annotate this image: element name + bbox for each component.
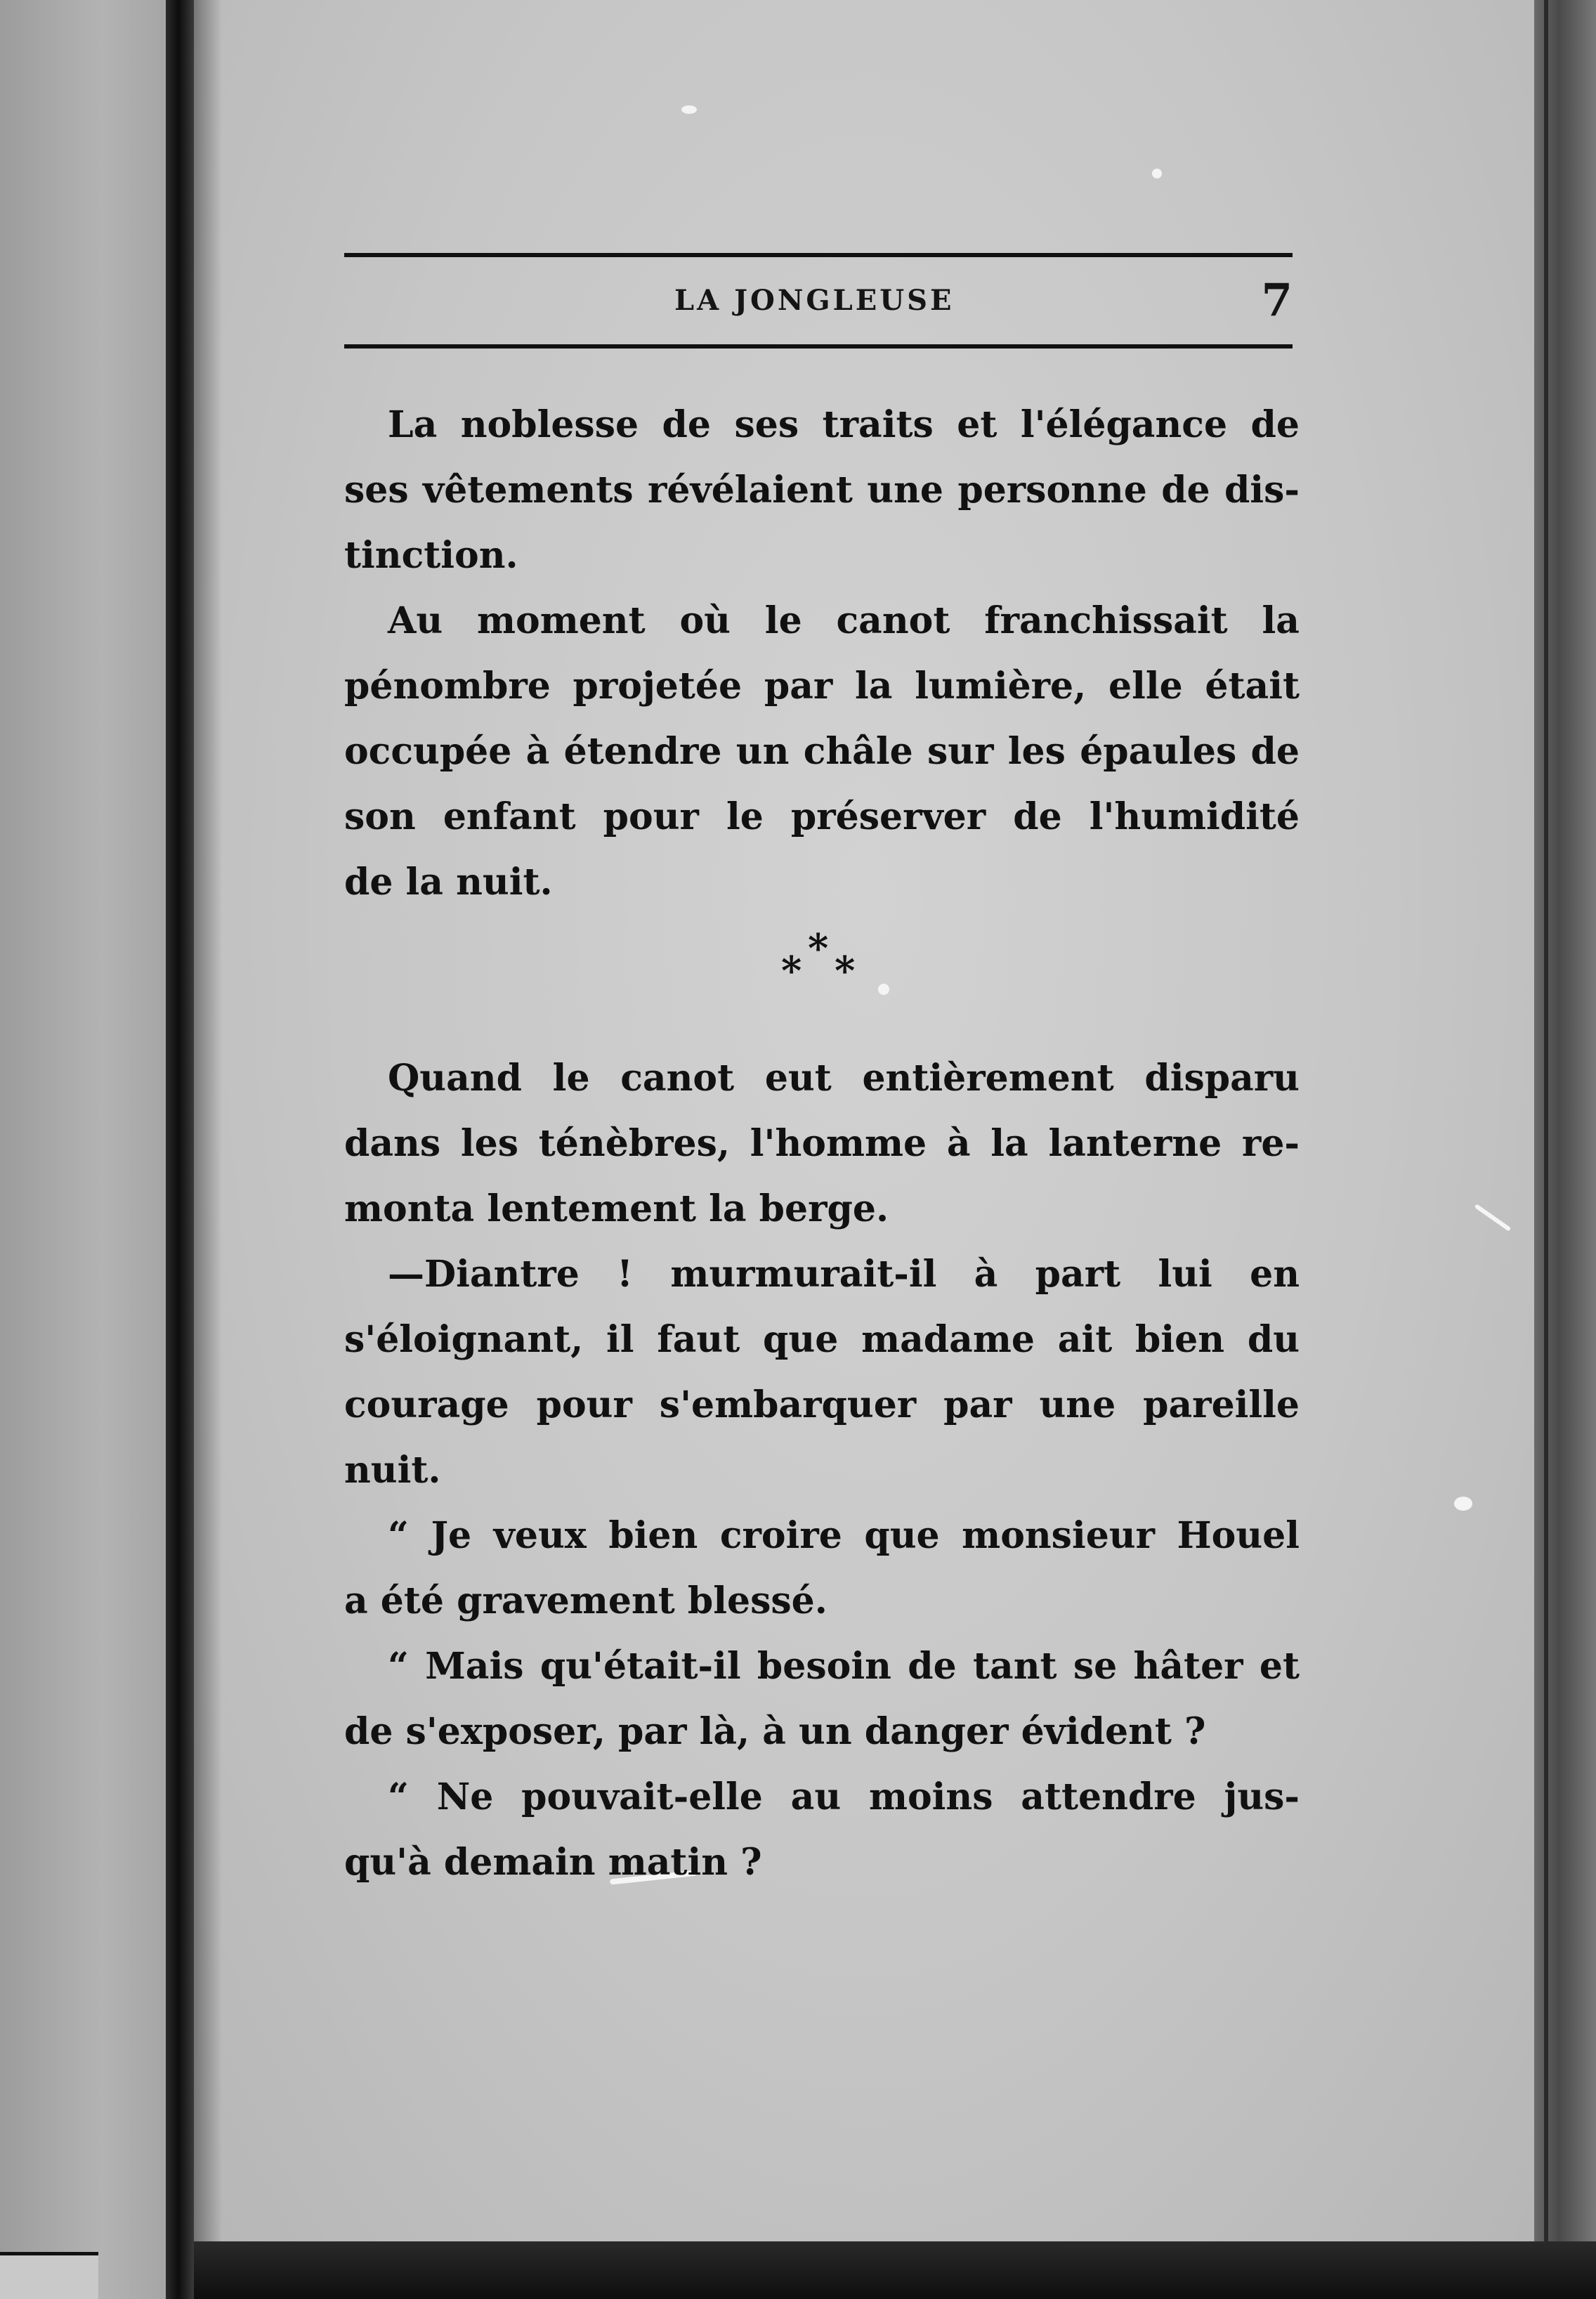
asterisk: *	[835, 948, 856, 994]
dust-speck	[1454, 1497, 1472, 1511]
text-line: tinction.	[344, 534, 518, 577]
text-line: monta lentement la berge.	[344, 1187, 889, 1230]
paragraph	[344, 1503, 1300, 1634]
text-line: de la nuit.	[344, 861, 553, 904]
text-line: dans les ténèbres, l'homme à la lanterne re-	[344, 1122, 1300, 1165]
right-page-edge	[1534, 0, 1596, 2299]
previous-page-edge	[0, 0, 169, 2299]
paragraph	[344, 1764, 1300, 1895]
page-number: 7	[1261, 274, 1293, 327]
running-title: LA JONGLEUSE	[674, 284, 955, 317]
text-line: “ Ne pouvait-elle au moins attendre jus-	[388, 1776, 1300, 1818]
text-line: “ Je veux bien croire que monsieur Houel	[388, 1514, 1300, 1557]
text-line: occupée à étendre un châle sur les épaules de	[344, 730, 1300, 773]
text-line: Au moment où le canot franchissait la	[388, 599, 1300, 642]
paragraph	[344, 588, 1300, 915]
gutter-shadow	[194, 0, 222, 2299]
text-line: s'éloignant, il faut que madame ait bien du	[344, 1318, 1300, 1361]
paragraph	[344, 1242, 1300, 1503]
dust-speck	[1152, 169, 1162, 178]
bottom-scan-border	[194, 2241, 1596, 2299]
text-line: ses vêtements révélaient une personne de dis-	[344, 469, 1300, 512]
book-gutter	[166, 0, 194, 2299]
asterisk: *	[781, 948, 802, 994]
text-line: courage pour s'embarquer par une pareille	[344, 1383, 1300, 1426]
text-line: pénombre projetée par la lumière, elle était	[344, 665, 1300, 708]
text-line: Quand le canot eut entièrement disparu	[388, 1057, 1300, 1100]
asterisk: *	[808, 925, 829, 972]
bottom-left-scan-border	[0, 2252, 98, 2299]
dust-speck	[681, 105, 697, 114]
running-head	[344, 274, 1293, 327]
section-break-asterisks	[344, 915, 1300, 1046]
body-text	[344, 392, 1300, 1895]
text-line: qu'à demain matin ?	[344, 1841, 762, 1884]
paragraph	[344, 392, 1300, 588]
paragraph	[344, 1634, 1300, 1764]
text-line: a été gravement blessé.	[344, 1580, 828, 1622]
paragraph	[344, 1046, 1300, 1242]
text-line: son enfant pour le préserver de l'humidité	[344, 795, 1300, 838]
text-line: de s'exposer, par là, à un danger évident ?	[344, 1710, 1206, 1753]
text-line: La noblesse de ses traits et l'élégance de	[388, 403, 1300, 446]
header-top-rule	[344, 253, 1293, 257]
text-line: —Diantre ! murmurait-il à part lui en	[388, 1253, 1300, 1296]
text-line: “ Mais qu'était-il besoin de tant se hâter et	[388, 1645, 1300, 1688]
text-line: nuit.	[344, 1449, 441, 1492]
header-bottom-rule	[344, 344, 1293, 349]
